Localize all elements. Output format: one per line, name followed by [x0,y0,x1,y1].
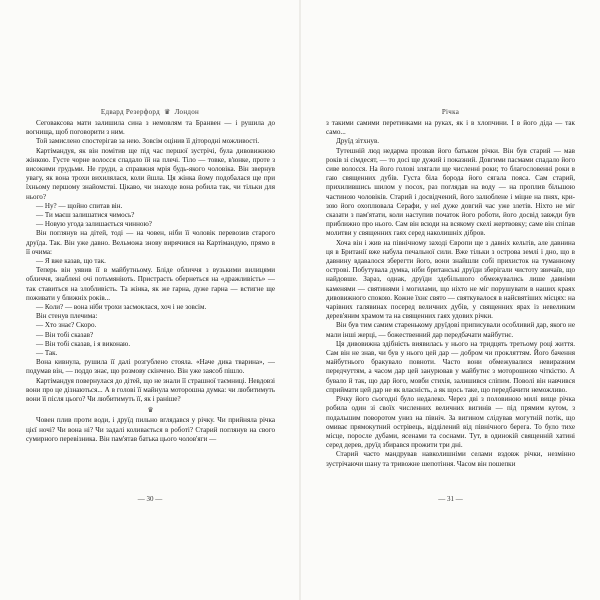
paragraph: — Новую угода залишається чинною? [36,220,152,229]
paragraph: — Він тобі сказав, і я виконаю. [36,339,131,348]
paragraph: — Я вже казав, що так. [36,257,106,266]
paragraph: — Хто знає? Скоро. [36,321,97,330]
running-head-left [0,108,300,116]
running-head-author: Едвард Резерфорд [100,108,160,116]
paragraph: Тутешній люд недарма прозвав його батьком річки. Він був старий — мав років зі сімдесят, — то досі ще дужий і показний. Довгими пасмами спадало його сиве волосся. На його голові злягали ще численні роки; то благословенні роки в гаю священних дубів. Густа біла борода його сягала пояса. Сам старий, прихилившись шилом у посох, раз поглядав на воду — на проплив більшою частиною чоловіків. Старий і досвідчений, його залюблене і міцне на пнях, кризою його охоплювала Серафи, у неї дуже довгий час уже злетів. Ніхто не міг сказати з пам'ятати, коли наступив початок його роботи, його досвід завжди був приближно про нього. Сам він всюди на всякому скелі жертвовку; саме він спіпав молитви у священних гаях серед наколишніх дібров. [326,146,575,238]
running-head-chapter-title: Річка [441,108,460,116]
right-page [301,0,600,600]
paragraph: Він стенув плечима: [36,312,98,321]
paragraph: Річку його сьогодні було недалеко. Через дві з половиною милі вище річка робила один зі своїх численних величних вигинів — під прямим кутом, з подальшим поворотом униз на північ. За вигином слідував могутній потік, що омиває прямокутний острівець, відділений від північного берега. То було тихе місце, поросле дубами, ясенами та соснами. Тут, в одинокій священній хатині серед дерев, друїд збирався прожити три дні. [326,395,575,450]
paragraph: — Так. [36,349,58,358]
paragraph: Він поглянув на дітей, тоді — на човен, ніби її чоловік перевозив старого друїда. Так. Він уже давно. Вельможа знову вирячився на Картімандую, прямо в її очима: [26,229,275,256]
paragraph: Ця дивовижна здібність виявилась у нього на тридцять третьому році життя. Сам він не знав, чи був у нього цей дар — добром чи прокляттям. Його бачення майбутнього бракувало повноти. Часто вони обмежувалися невиразним передчуттям, а часом дар цей занурював у майбутнє з моторошною чіткістю. А бувало й так, що дар його, мовби стихія, залишився сліпим. Поволі він навчився сприймати цей дар не як власність, а як щось таке, що передбачити неможливо. [326,339,575,394]
left-page-text [26,119,275,444]
page-number-left: — 30 — [137,495,163,503]
paragraph: Картімандуя повернулася до дітей, що не знали її страшної таємниці. Невдовзі вони про це дізнаються... А в голові її майнула моторошна думка: чи любитимуть вони її після цього? Чи любитимуть її, як і раніше? [26,376,275,404]
paragraph: — Ти маєш залишатися чимось? [36,211,135,220]
paragraph: Друїд зітхнув. [336,137,380,146]
right-page-text [326,119,575,469]
running-head-right [301,108,600,116]
paragraph: Хоча він і жив на північному заході Європи ще з давніх кельтів, але давнина ця в Британії вже набула печальної сили. Вже тільки з острова землі і дно, що в давнину вдавалося зберегти його, вони знайшли собі прихисток на туманному острові. Побутувала думка, ніби британські друїди зберігали чистоту звичаїв, що найдовше. Зараз, однак, друїди здебільшого обмежувались лише давніми каменями — святинями і могилами, що ніхто не міг порушувати в наших краях дивовижного спокою. Кожне їхнє свято — святкувалося в найсвятіших місцях: на чарівних галявинах посеред величних дубів, у священних ярах із невеликим дерев'яним храмом та на священних гаях удових річки. [326,238,575,321]
paragraph: — Він тобі сказав? [36,330,94,339]
section-break-ornament-icon: ♛ [147,406,154,415]
left-paragraphs [26,119,275,404]
paragraph: з такими самими перетинками на руках, як і в хлопчини. І в його діда — так само... [326,119,575,137]
paragraph: Картімандуя, як він помітив ще під час першої зустрічі, була дивовижною жінкою. Густе чорне волосся спадало їй на плечі. Тіло — товке, в'юнке, проте з високими грудьми. Не груди, а справжня мрія будь-якого чоловіка. Він звернув увагу, як вона трохи вихилялася, коли йшла. Ця жінка йому подобалася ще при їхньому першому знайомстві. Цікаво, чи знаходе вона робила так, чи тільки для нього? [26,146,275,201]
paragraph: — Ну? — щойно спитав він. [36,201,123,210]
paragraph: Човен плив проти води, і друїд пильно вглядався у річку. Чи прийняла річка цієї ночі? Чи вона ні? Чи задалі коливається в роботі? Старий поглянув на свого сумирного перевізника. Він пам'ятав батька цього чолов'яги — [26,416,275,443]
paragraph: Вона кивнула, рушила її далі розгублено стояла. «Наче дика тварина», — подумав він, — поддо знає, що розмову скінчено. Він уже заясоб пішло. [26,358,275,376]
paragraph: Сеговаксова мати залишила сина з немовлям та Бранвен — і рушила до вогнища, щоб поговорити з ним. [26,119,275,137]
paragraph: — Коли? — вона ніби трохи засмоклася, хоч і не зовсім. [36,303,207,312]
crown-ornament-icon: ♛ [164,108,171,116]
paragraph: Той замислено спостерігав за нею. Зовсім оцінив її дітородні можливості. [36,137,260,146]
right-paragraphs [326,119,575,469]
running-head-book-title: Лондон [174,108,200,116]
page-number-right: — 31 — [438,495,463,503]
left-paragraphs-after-break [26,416,275,444]
paragraph: Він був тим самим старенькому друїдові приписували особливий дар, якого не мали інші жерці, — божественний дар передбачати майбутнє. [326,321,575,339]
paragraph: Теперь він уявив її в майбутньому. Бліде обличчя з вузькими вилицями обличчя, знаблені очі потьмяніють. Пристрасть обернеться на «дражливість» — так ставиться на злобливість. Та жінка, як же гарна, дуже гарна — встигне ще поживати у ближніх років... [26,266,275,302]
paragraph: Старий часто мандрував навколишніми селами вздовж річки, незмінно зустрічаючи шану та тривожне шепотіння. Часом він пошепки [326,450,575,468]
